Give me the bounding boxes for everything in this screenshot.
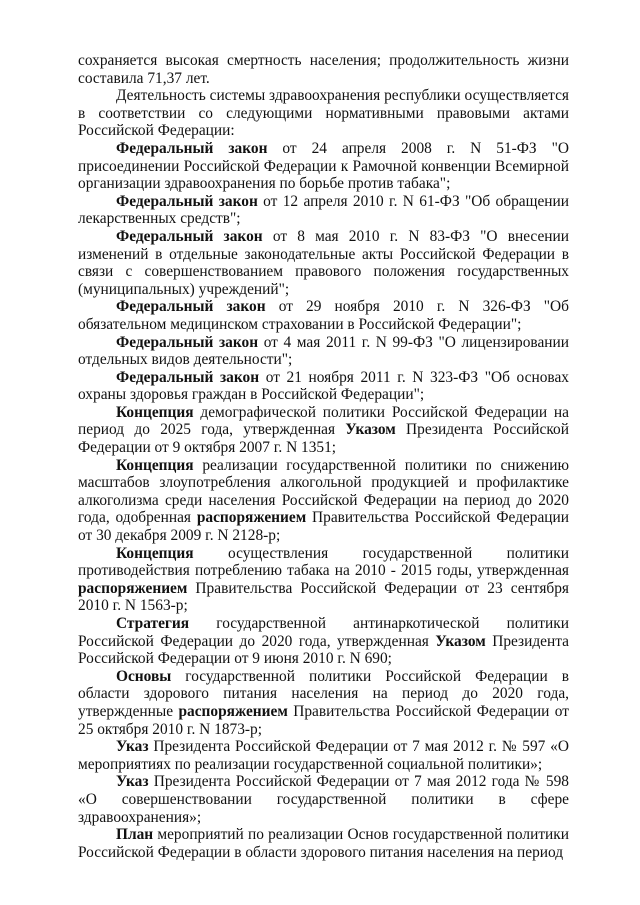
text-run: сохраняется высокая смертность населения; продолжительность жизни составила 71,37 лет.: [78, 52, 569, 87]
paragraph: [78, 87, 569, 140]
bold-term: Концепция: [116, 403, 194, 421]
bold-term: Федеральный закон: [116, 227, 263, 245]
paragraph: [78, 404, 569, 457]
paragraph: [78, 738, 569, 773]
text-run: Президента Российской Федерации от 9 июня 2010 г. N 690;: [78, 632, 569, 668]
text-run: от 8 мая 2010 г. N 83-ФЗ "О внесении изменений в отдельные законодательные акты Российской Федерации в связи с совершенствованием правового положения государственных (муниципальных) учреждений";: [78, 227, 569, 298]
bold-term: распоряжением: [196, 509, 307, 527]
bold-term: Указ: [116, 738, 149, 756]
bold-term: Указ: [116, 773, 149, 791]
bold-term: Федеральный закон: [116, 333, 259, 351]
text-run: мероприятий по реализации Основ государственной политики Российской Федерации в области здорового питания населения на период: [78, 826, 569, 861]
bold-term: Федеральный закон: [116, 192, 258, 210]
bold-term: Концепция: [116, 544, 194, 562]
bold-term: распоряжением: [178, 702, 288, 720]
text-run: Деятельность системы здравоохранения республики осуществляется в соответствии со следующими нормативными правовыми актами Российской Федерации:: [78, 87, 569, 140]
text-run: демографической политики Российской Федерации на период до 2025 года, утвержденная: [78, 403, 569, 439]
bold-term: Указом: [345, 421, 396, 439]
paragraph: [78, 298, 569, 333]
bold-term: Федеральный закон: [116, 368, 260, 386]
text-run: Президента Российской Федерации от 9 октября 2007 г. N 1351;: [78, 421, 569, 457]
text-run: от 24 апреля 2008 г. N 51-ФЗ "О присоединении Российской Федерации к Рамочной конвенции Всемирной организации здравоохранения по борьбе против табака";: [78, 139, 569, 193]
paragraph: [78, 615, 569, 668]
text-run: от 21 ноября 2011 г. N 323-ФЗ "Об основах охраны здоровья граждан в Российской Федерации";: [78, 368, 569, 404]
bold-term: распоряжением: [78, 579, 188, 597]
text-run: Президента Российской Федерации от 7 мая 2012 г. № 597 «О мероприятиях по реализации государственной социальной политики»;: [78, 738, 569, 773]
bold-term: Основы: [116, 667, 172, 685]
text-run: от 12 апреля 2010 г. N 61-ФЗ "Об обращении лекарственных средств";: [78, 192, 569, 228]
paragraph: [78, 140, 569, 193]
paragraph: [78, 193, 569, 228]
bold-term: Указом: [435, 632, 486, 650]
text-run: Правительства Российской Федерации от 23 сентября 2010 г. N 1563-р;: [78, 579, 569, 615]
text-run: осуществления государственной политики противодействия потреблению табака на 2010 - 2015 годы, утвержденная: [78, 544, 569, 580]
paragraph: [78, 668, 569, 738]
text-run: государственной антинаркотической политики Российской Федерации до 2020 года, утвержденная: [78, 615, 569, 650]
bold-term: План: [116, 826, 154, 844]
text-run: Правительства Российской Федерации от 25 октября 2010 г. N 1873-р;: [78, 702, 569, 738]
paragraph: [78, 228, 569, 298]
bold-term: Концепция: [116, 456, 194, 474]
text-run: реализации государственной политики по снижению масштабов злоупотребления алкогольной продукцией и профилактике алкоголизма среди населения Российской Федерации на период до 2020 года, одобренная: [78, 456, 569, 527]
paragraph: [78, 369, 569, 404]
paragraph: [78, 545, 569, 615]
bold-term: Федеральный закон: [116, 139, 268, 157]
bold-term: Стратегия: [116, 615, 190, 632]
text-run: Президента Российской Федерации от 7 мая 2012 года № 598 «О совершенствовании государственной политики в сфере здравоохранения»;: [78, 773, 569, 826]
paragraph: [78, 826, 569, 861]
paragraph: [78, 52, 569, 87]
document-page: [78, 52, 569, 861]
paragraph: [78, 334, 569, 369]
text-run: Правительства Российской Федерации от 30 декабря 2009 г. N 2128-р;: [78, 509, 570, 545]
text-run: государственной политики Российской Федерации в области здорового питания населения на период до 2020 года, утвержденные: [78, 667, 569, 720]
text-run: от 4 мая 2011 г. N 99-ФЗ "О лицензировании отдельных видов деятельности";: [78, 333, 569, 369]
paragraph: [78, 457, 569, 545]
bold-term: Федеральный закон: [116, 298, 266, 316]
text-run: от 29 ноября 2010 г. N 326-ФЗ "Об обязательном медицинском страховании в Российской Федерации";: [78, 298, 569, 333]
paragraph: [78, 773, 569, 826]
